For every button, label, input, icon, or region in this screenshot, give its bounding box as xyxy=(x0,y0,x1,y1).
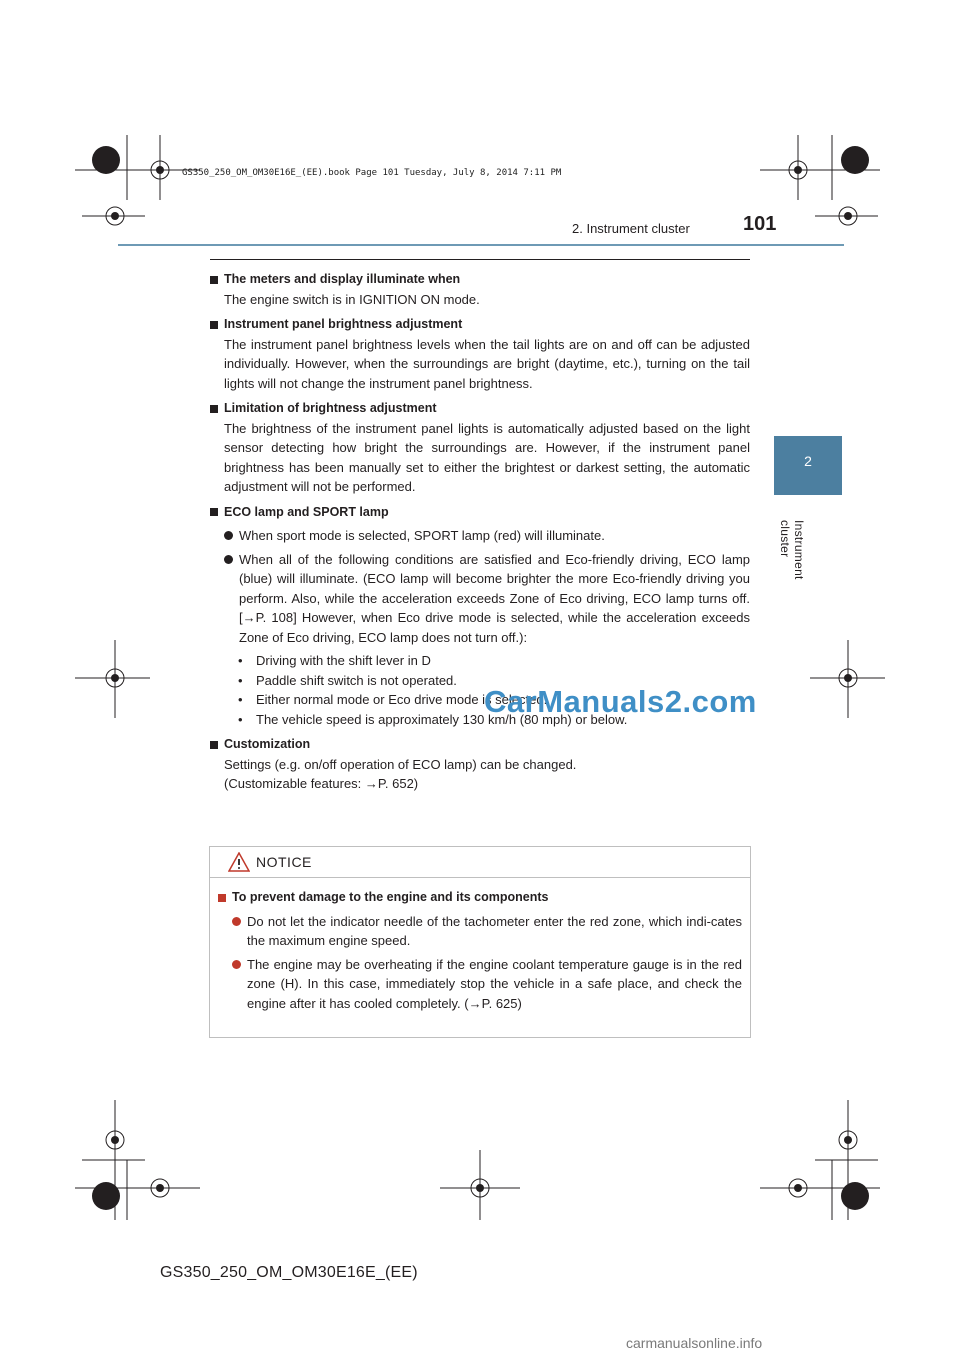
notice-box xyxy=(209,846,751,1038)
main-content xyxy=(210,270,750,800)
header-rule xyxy=(118,244,844,246)
section-title: 2. Instrument cluster xyxy=(572,221,690,236)
section-meters xyxy=(210,270,750,309)
chapter-tab: 2 xyxy=(774,436,842,495)
square-bullet-icon xyxy=(210,321,218,329)
section-brightness xyxy=(210,315,750,393)
section-heading: The meters and display illuminate when xyxy=(224,272,461,286)
section-text: (Customizable features: →P. 652) xyxy=(224,776,419,791)
list-item: • The vehicle speed is approximately 130 km/h (80 mph) or below. xyxy=(238,711,628,727)
section-heading: Customization xyxy=(224,737,311,751)
round-bullet-icon xyxy=(232,960,241,969)
bullet-text: Do not let the indicator needle of the tachometer enter the red zone, which indi-cates the maximum engine speed. xyxy=(247,913,742,948)
list-item: • Either normal mode or Eco drive mode is selected. xyxy=(238,692,548,707)
footer-doc-code: GS350_250_OM_OM30E16E_(EE) xyxy=(160,1264,418,1281)
square-bullet-icon xyxy=(210,276,218,284)
bullet-text: When all of the following conditions are satisfied and Eco-friendly driving, ECO lamp (blue) will illuminate. (ECO lamp will become brighter the more Eco-friendly driving you perform. Also, while the acceleration exceeds Zone of Eco driving, ECO lamp turns off. [→P. 108] However, when Eco drive mode is selected, while the acceleration exceeds Zone of Eco driving, ECO lamp does not turn off.): xyxy=(239,551,750,645)
notice-heading: To prevent damage to the engine and its components xyxy=(232,890,549,904)
list-item: • Paddle shift switch is not operated. xyxy=(238,672,457,688)
section-heading: ECO lamp and SPORT lamp xyxy=(224,504,389,519)
watermark-logo: CarManuals2.com xyxy=(484,684,757,719)
site-watermark: carmanualsonline.info xyxy=(626,1335,763,1351)
section-customization xyxy=(210,735,750,794)
content-rule xyxy=(210,259,750,260)
square-bullet-icon xyxy=(210,508,218,516)
section-text: The instrument panel brightness levels when the tail lights are on and off can be adjusted individually. However, when the surroundings are bright (daytime, etc.), turning on the tail lights will not change the instrument panel brightness. xyxy=(224,336,750,391)
section-limitation xyxy=(210,399,750,497)
square-bullet-icon xyxy=(218,894,226,902)
bullet-text: The engine may be overheating if the engine coolant temperature gauge is in the red zone (H). In this case, immediately stop the vehicle in a safe place, and check the engine after it has cooled completely. (→P. 625) xyxy=(247,956,742,1011)
page-number: 101 xyxy=(743,213,777,235)
round-bullet-icon xyxy=(232,917,241,926)
section-text: Settings (e.g. on/off operation of ECO lamp) can be changed. xyxy=(224,756,577,772)
bullet-text: When sport mode is selected, SPORT lamp (red) will illuminate. xyxy=(239,528,605,543)
section-heading: Limitation of brightness adjustment xyxy=(224,401,437,415)
section-text: The brightness of the instrument panel lights is automatically adjusted based on the light sensor detecting how bright the surroundings are. However, if the instrument panel brightness has been manually set to either the brightest or darkest setting, the automatic adjustment will not be performed. xyxy=(224,420,750,494)
warning-icon xyxy=(228,852,250,872)
square-bullet-icon xyxy=(210,405,218,413)
notice-title: NOTICE xyxy=(256,854,312,870)
square-bullet-icon xyxy=(210,741,218,749)
round-bullet-icon xyxy=(224,555,233,564)
list-item: • Driving with the shift lever in D xyxy=(238,653,431,668)
section-text: The engine switch is in IGNITION ON mode. xyxy=(224,291,480,307)
section-heading: Instrument panel brightness adjustment xyxy=(224,317,463,331)
chapter-label: Instrument cluster xyxy=(778,520,806,580)
print-info: GS350_250_OM_OM30E16E_(EE).book Page 101 Tuesday, July 8, 2014 7:11 PM xyxy=(182,168,562,178)
round-bullet-icon xyxy=(224,531,233,540)
